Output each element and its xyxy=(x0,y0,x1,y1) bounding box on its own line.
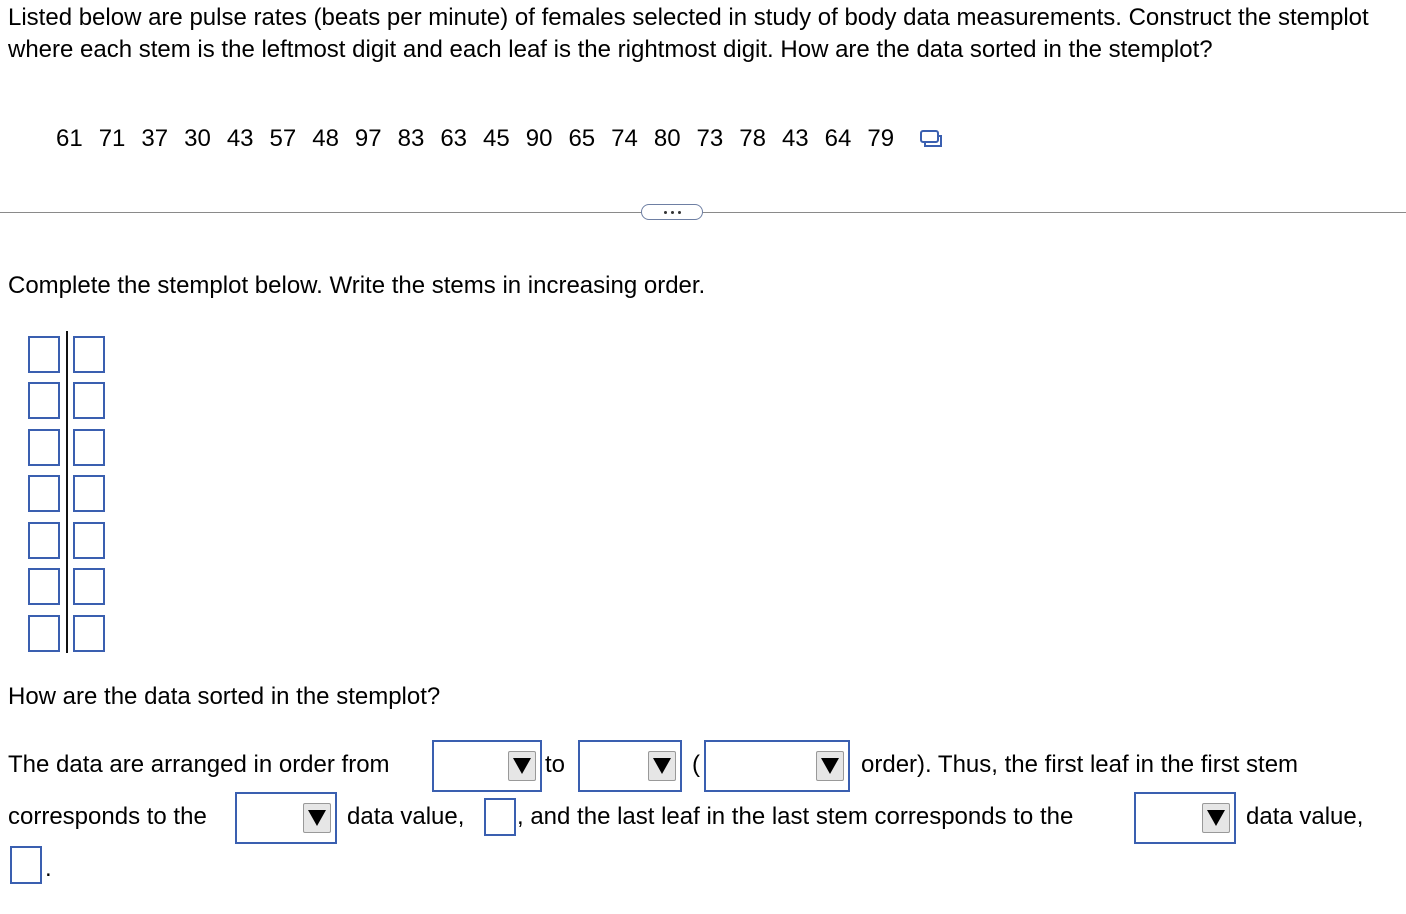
dropdown-arrow-icon xyxy=(816,751,844,781)
leaf-input[interactable] xyxy=(73,568,105,605)
to-dropdown[interactable] xyxy=(578,740,682,792)
data-value: 48 xyxy=(312,125,339,152)
leaf-input[interactable] xyxy=(73,336,105,373)
sentence-text: ( xyxy=(692,751,700,778)
data-value: 43 xyxy=(226,125,254,152)
instruction-text: Complete the stemplot below. Write the stems in increasing order. xyxy=(8,272,706,299)
data-value: 97 xyxy=(354,125,382,152)
copy-data-icon[interactable] xyxy=(918,126,944,152)
data-value: 65 xyxy=(568,125,596,152)
dropdown-arrow-icon xyxy=(648,751,676,781)
dropdown-arrow-icon xyxy=(1202,803,1230,833)
data-value: 78 xyxy=(739,125,766,152)
leaf-input[interactable] xyxy=(73,429,105,466)
stem-input[interactable] xyxy=(28,336,60,373)
stem-input[interactable] xyxy=(28,429,60,466)
last-leaf-dropdown[interactable] xyxy=(1134,792,1236,844)
first-value-input[interactable] xyxy=(484,798,516,836)
sentence-text: , and the last leaf in the last stem corresponds to the xyxy=(517,803,1074,830)
stemplot xyxy=(26,331,105,657)
sentence-text: corresponds to the xyxy=(8,803,207,830)
data-value: 71 xyxy=(98,125,126,152)
stem-input[interactable] xyxy=(28,522,60,559)
stem-input[interactable] xyxy=(28,615,60,652)
data-value: 90 xyxy=(525,125,553,152)
sentence-text: data value, xyxy=(1246,803,1364,830)
data-value: 57 xyxy=(269,125,297,152)
first-leaf-dropdown[interactable] xyxy=(235,792,337,844)
stemplot-divider-line xyxy=(66,331,68,653)
data-value: 79 xyxy=(867,125,895,152)
data-value: 30 xyxy=(184,125,211,152)
dropdown-arrow-icon xyxy=(508,751,536,781)
data-value: 63 xyxy=(440,125,468,152)
leaf-input[interactable] xyxy=(73,522,105,559)
data-value: 61 xyxy=(56,125,83,152)
stem-input[interactable] xyxy=(28,475,60,512)
from-dropdown[interactable] xyxy=(432,740,542,792)
data-values-row xyxy=(56,122,944,156)
divider xyxy=(0,212,1406,213)
last-value-input[interactable] xyxy=(10,846,42,884)
data-value: 74 xyxy=(611,125,638,152)
leaf-input[interactable] xyxy=(73,382,105,419)
question-text: Listed below are pulse rates (beats per minute) of females selected in study of body data measurements. Construct the stemplot where each stem is the leftmost digit and each leaf is the rightmost digit. How are the data sorted in the stemplot? xyxy=(8,4,1369,63)
sentence-text: The data are arranged in order from xyxy=(8,751,390,778)
data-value: 37 xyxy=(141,125,169,152)
sentence-text: order). Thus, the first leaf in the first stem xyxy=(861,751,1299,778)
data-value: 64 xyxy=(824,125,852,152)
data-value: 80 xyxy=(653,125,681,152)
more-ellipsis-icon[interactable] xyxy=(641,204,703,220)
leaf-input[interactable] xyxy=(73,475,105,512)
stem-input[interactable] xyxy=(28,382,60,419)
data-value: 43 xyxy=(781,125,809,152)
data-value: 45 xyxy=(483,125,510,152)
data-value: 83 xyxy=(397,125,425,152)
leaf-input[interactable] xyxy=(73,615,105,652)
sentence-text: data value, xyxy=(347,803,465,830)
sentence-end-period: . xyxy=(45,855,52,882)
question2-text: How are the data sorted in the stemplot? xyxy=(8,683,441,710)
order-dropdown[interactable] xyxy=(704,740,850,792)
data-value: 73 xyxy=(696,125,724,152)
stem-input[interactable] xyxy=(28,568,60,605)
sentence-text: to xyxy=(545,751,566,778)
dropdown-arrow-icon xyxy=(303,803,331,833)
